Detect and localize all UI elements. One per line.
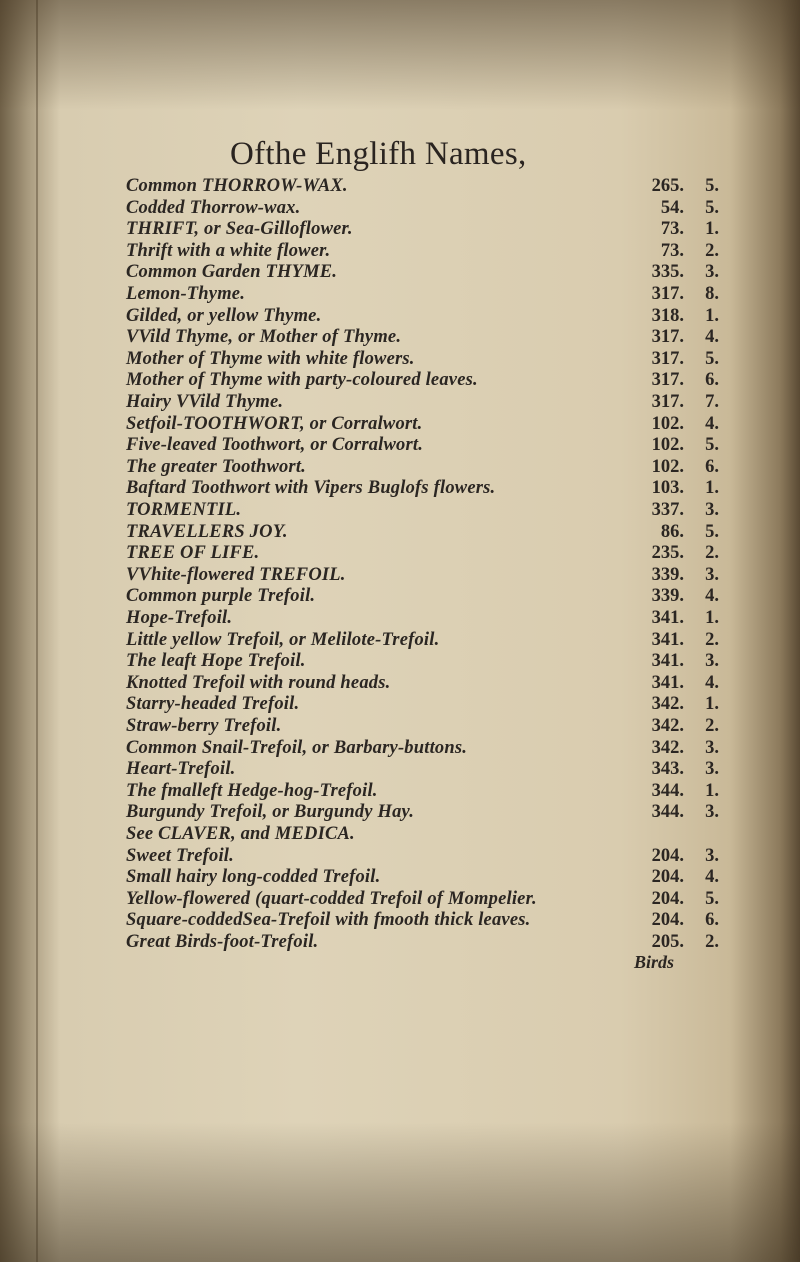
page-number: 317.: [651, 284, 684, 304]
entry-number: 8.: [705, 284, 719, 304]
index-entry: [0, 435, 800, 458]
entry-number: 1.: [705, 219, 719, 240]
plant-name: The fmalleft Hedge-hog-Trefoil.: [126, 780, 378, 801]
plant-name: Codded Thorrow-wax.: [126, 197, 301, 218]
entry-number: 3.: [705, 845, 719, 866]
plant-name: Great Birds-foot-Trefoil.: [126, 932, 319, 952]
entry-number: 3.: [705, 500, 719, 520]
index-entry: [0, 716, 800, 739]
catchword: Birds: [634, 952, 675, 972]
page-number: 205.: [651, 932, 684, 952]
page-number: 317.: [651, 370, 684, 391]
entry-number: 5.: [705, 197, 719, 218]
index-entry: [0, 673, 800, 696]
plant-name: Burgundy Trefoil, or Burgundy Hay.: [126, 802, 415, 823]
entry-number: 4.: [705, 327, 719, 348]
plant-name: Knotted Trefoil with round heads.: [126, 672, 391, 693]
plant-name: Hope-Trefoil.: [126, 608, 233, 628]
index-entry: [0, 608, 800, 631]
entry-number: 2.: [705, 543, 719, 564]
plant-name: Thrift with a white flower.: [126, 240, 331, 261]
page-number: 204.: [651, 888, 684, 909]
page-number: 341.: [651, 629, 684, 650]
plant-name: Common THORROW-WAX.: [126, 176, 348, 196]
plant-name: Yellow-flowered (quart-codded Trefoil of Mompelier.: [126, 888, 537, 909]
entry-number: 4.: [705, 586, 719, 607]
index-entry: [0, 176, 800, 199]
page-number: 318.: [651, 305, 684, 326]
page-number: 317.: [651, 327, 684, 348]
entry-number: 6.: [705, 456, 719, 477]
entry-number: 2.: [705, 932, 719, 952]
plant-name: Hairy VVild Thyme.: [126, 392, 284, 412]
page-number: 102.: [651, 456, 684, 477]
index-entry: [0, 198, 800, 221]
plant-name: Common purple Trefoil.: [126, 586, 316, 607]
page-number: 102.: [651, 435, 684, 456]
index-entry: [0, 219, 800, 242]
page-number: 342.: [651, 716, 684, 736]
plant-name: TRAVELLERS JOY.: [126, 521, 288, 542]
index-entry: [0, 500, 800, 523]
index-entry: [0, 543, 800, 566]
plant-name: Five-leaved Toothwort, or Corralwort.: [126, 435, 424, 456]
page-number: 235.: [651, 543, 684, 564]
entry-number: 1.: [705, 478, 719, 499]
index-entry: [0, 932, 800, 955]
plant-name: Common Garden THYME.: [126, 262, 338, 283]
plant-name: Small hairy long-codded Trefoil.: [126, 867, 381, 888]
index-entry: [0, 781, 800, 804]
plant-name: Straw-berry Trefoil.: [126, 716, 282, 736]
entry-number: 5.: [705, 176, 719, 196]
plant-name: The greater Toothwort.: [126, 456, 306, 477]
entry-number: 2.: [705, 240, 719, 261]
entry-number: 3.: [705, 564, 719, 585]
page-number: 342.: [651, 694, 684, 715]
index-entry: [0, 586, 800, 609]
entry-number: 4.: [705, 672, 719, 693]
plant-name: Gilded, or yellow Thyme.: [126, 305, 322, 326]
plant-name: Common Snail-Trefoil, or Barbary-buttons.: [126, 737, 468, 758]
index-entry: [0, 370, 800, 393]
page-number: 73.: [660, 219, 684, 240]
plant-name: VVild Thyme, or Mother of Thyme.: [126, 327, 402, 348]
page-number: 265.: [651, 176, 684, 196]
index-entry: [0, 824, 800, 847]
entry-number: 5.: [705, 888, 719, 909]
index-entry: [0, 392, 800, 415]
index-entry: [0, 327, 800, 350]
entry-number: 5.: [705, 348, 719, 369]
index-entry: [0, 889, 800, 912]
entry-number: 5.: [705, 435, 719, 456]
index-entry: [0, 284, 800, 307]
page-heading: Ofthe Englifh Names,: [230, 136, 527, 172]
entry-number: 1.: [705, 305, 719, 326]
entry-number: 2.: [705, 629, 719, 650]
page-number: 341.: [651, 651, 684, 672]
index-entry: [0, 241, 800, 264]
page-number: 73.: [660, 240, 684, 261]
index-entry: [0, 565, 800, 588]
plant-name: Lemon-Thyme.: [126, 284, 246, 304]
index-entry: [0, 759, 800, 782]
page-number: 342.: [651, 737, 684, 758]
entry-number: 1.: [705, 608, 719, 628]
plant-name: TORMENTIL.: [126, 500, 242, 520]
index-entry: [0, 414, 800, 437]
page-number: 335.: [651, 262, 684, 283]
index-entry: [0, 262, 800, 285]
index-entry: [0, 630, 800, 653]
entry-number: 4.: [705, 413, 719, 434]
index-entry: [0, 651, 800, 674]
plant-name: Mother of Thyme with white flowers.: [126, 348, 415, 369]
page-number: 339.: [651, 564, 684, 585]
entry-number: 3.: [705, 759, 719, 780]
plant-name: TREE OF LIFE.: [126, 543, 260, 564]
index-entry: [0, 522, 800, 545]
index-entry: [0, 738, 800, 761]
page-number: 102.: [651, 413, 684, 434]
plant-name: Square-coddedSea-Trefoil with fmooth thick leaves.: [126, 910, 531, 931]
page-number: 204.: [651, 910, 684, 931]
plant-name: See CLAVER, and MEDICA.: [126, 824, 355, 844]
page-number: 341.: [651, 608, 684, 628]
page-number: 344.: [651, 802, 684, 823]
plant-name: Mother of Thyme with party-coloured leaves.: [126, 370, 478, 391]
entry-number: 7.: [705, 392, 719, 412]
entry-number: 6.: [705, 370, 719, 391]
plant-name: THRIFT, or Sea-Gilloflower.: [126, 219, 353, 240]
entry-number: 4.: [705, 867, 719, 888]
page-number: 86.: [660, 521, 684, 542]
page-number: 317.: [651, 392, 684, 412]
page-number: 54.: [660, 197, 684, 218]
entry-number: 5.: [705, 521, 719, 542]
page-number: 204.: [651, 845, 684, 866]
page-number: 341.: [651, 672, 684, 693]
index-entry: [0, 694, 800, 717]
entry-number: 3.: [705, 262, 719, 283]
plant-name: Sweet Trefoil.: [126, 845, 234, 866]
index-entry: [0, 910, 800, 933]
plant-name: Setfoil-TOOTHWORT, or Corralwort.: [126, 413, 423, 434]
page-number: 337.: [651, 500, 684, 520]
entry-number: 3.: [705, 802, 719, 823]
index-entry: [0, 457, 800, 480]
plant-name: The leaft Hope Trefoil.: [126, 651, 306, 672]
index-entry: [0, 478, 800, 501]
plant-name: VVhite-flowered TREFOIL.: [126, 564, 346, 585]
page-number: 317.: [651, 348, 684, 369]
index-entry: [0, 306, 800, 329]
plant-name: Baftard Toothwort with Vipers Buglofs flowers.: [126, 478, 496, 499]
entry-number: 3.: [705, 737, 719, 758]
page-number: 339.: [651, 586, 684, 607]
plant-name: Starry-headed Trefoil.: [126, 694, 300, 715]
entry-number: 3.: [705, 651, 719, 672]
page-number: 344.: [651, 780, 684, 801]
index-entry: [0, 867, 800, 890]
page-number: 103.: [651, 478, 684, 499]
page-number: 204.: [651, 867, 684, 888]
index-entry: [0, 349, 800, 372]
entry-number: 2.: [705, 716, 719, 736]
index-entry: [0, 802, 800, 825]
index-entry: [0, 846, 800, 869]
entry-number: 6.: [705, 910, 719, 931]
plant-name: Little yellow Trefoil, or Melilote-Trefoil.: [126, 629, 440, 650]
plant-name: Heart-Trefoil.: [126, 759, 236, 780]
entry-number: 1.: [705, 780, 719, 801]
page-number: 343.: [651, 759, 684, 780]
entry-number: 1.: [705, 694, 719, 715]
